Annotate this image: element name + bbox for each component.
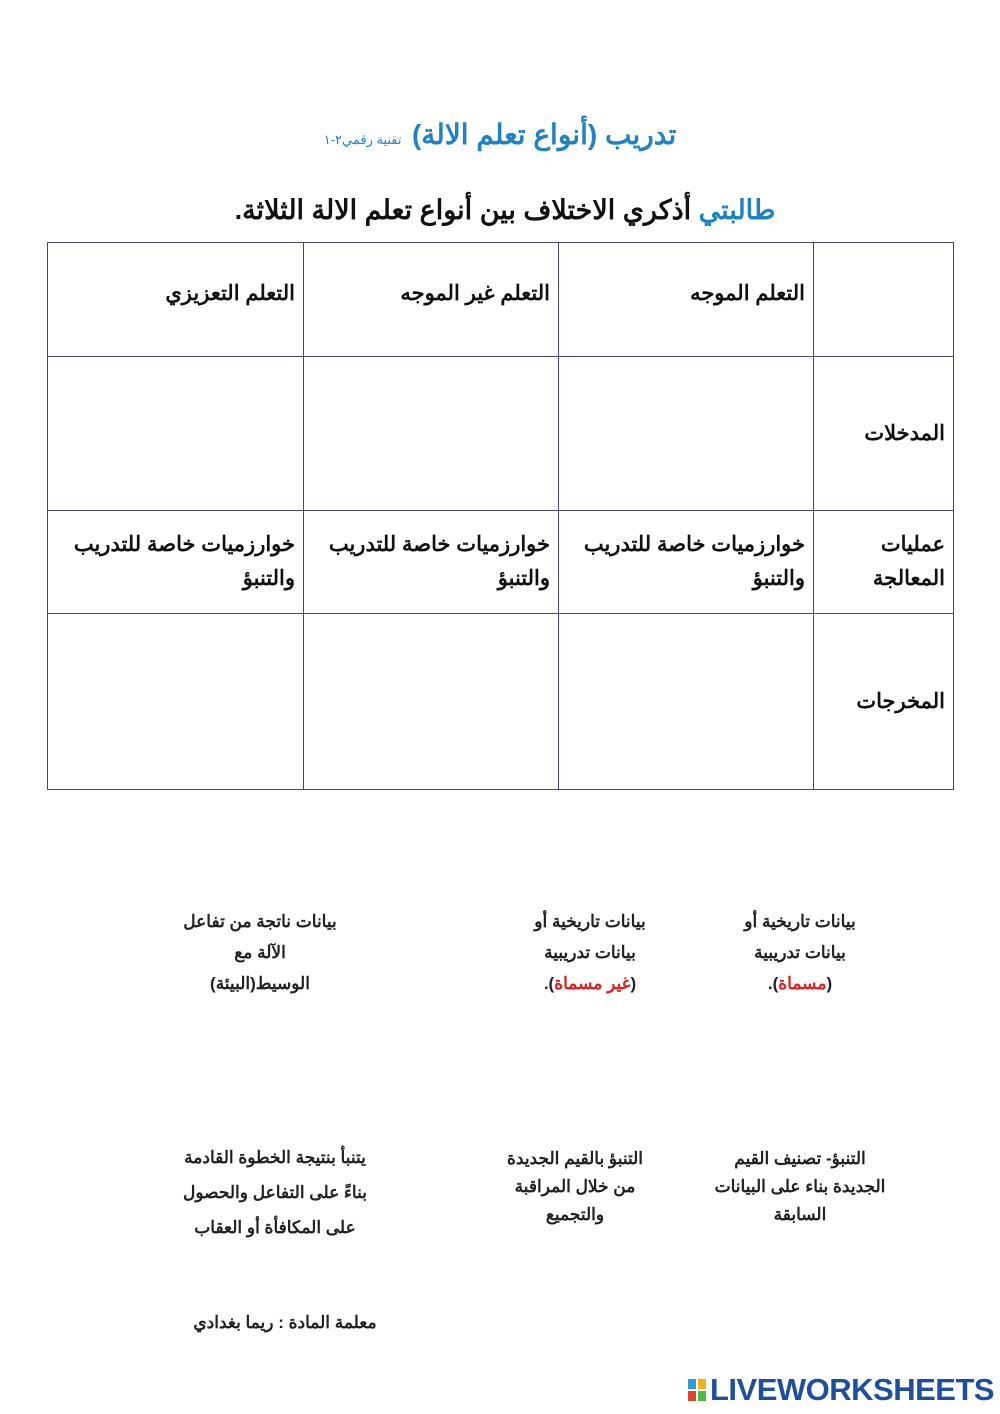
card-line: من خلال المراقبة <box>514 1177 636 1196</box>
table-row <box>48 357 954 511</box>
header-unsupervised: التعلم غير الموجه <box>304 243 559 357</box>
answer-card-unlabeled-data[interactable] <box>480 906 700 999</box>
card-line: الجديدة بناء على البيانات <box>714 1177 886 1196</box>
row-label-outputs: المخرجات <box>814 614 954 790</box>
table-row <box>48 614 954 790</box>
table-header-row <box>48 243 954 357</box>
teacher-name: معلمة المادة : ريما بغدادي <box>193 1313 377 1332</box>
instruction <box>0 195 1000 226</box>
card-line: الوسيط(البيئة) <box>210 974 310 993</box>
card-line: والتجميع <box>545 1205 605 1224</box>
card-line: بناءً على التفاعل والحصول <box>183 1183 367 1202</box>
logo-mark-icon <box>688 1379 706 1401</box>
table-row <box>48 511 954 614</box>
answer-card-labeled-data[interactable] <box>690 906 910 999</box>
logo-text: LIVEWORKSHEETS <box>710 1372 995 1407</box>
card-line: بيانات ناتجة من تفاعل <box>183 912 337 931</box>
header-supervised: التعلم الموجه <box>559 243 814 357</box>
title-text: تدريب (أنواع تعلم الالة) <box>411 119 677 150</box>
card-line: بيانات تاريخية أو <box>534 912 646 931</box>
drop-cell-inputs-supervised[interactable] <box>559 357 814 511</box>
answer-card-classification-output[interactable] <box>680 1145 920 1229</box>
comparison-table <box>47 242 954 790</box>
card-line: الآلة مع <box>234 943 286 962</box>
worksheet-title <box>0 118 1000 151</box>
row-label-inputs: المدخلات <box>814 357 954 511</box>
row-label-processing: عمليات المعالجة <box>814 511 954 614</box>
card-line: بيانات تدريبية <box>544 943 636 962</box>
drop-cell-inputs-reinforcement[interactable] <box>48 357 304 511</box>
card-line: يتنبأ بنتيجة الخطوة القادمة <box>184 1148 366 1167</box>
liveworksheets-logo <box>688 1372 994 1408</box>
card-line: التنبؤ- تصنيف القيم <box>734 1149 866 1168</box>
instruction-accent: طالبتي <box>698 195 776 225</box>
drop-cell-outputs-supervised[interactable] <box>559 614 814 790</box>
answer-card-environment-data[interactable] <box>140 906 380 999</box>
title-subtitle: تقنية رقمي٢-١ <box>323 132 402 147</box>
drop-cell-inputs-unsupervised[interactable] <box>304 357 559 511</box>
answer-card-clustering-output[interactable] <box>460 1145 690 1229</box>
card-line: بيانات تاريخية أو <box>744 912 856 931</box>
card-line: بيانات تدريبية <box>754 943 846 962</box>
card-line-highlight: (مسماة). <box>767 974 833 993</box>
answer-card-reinforcement-output[interactable] <box>140 1140 410 1245</box>
header-corner <box>814 243 954 357</box>
cell-processing-reinforcement: خوارزميات خاصة للتدريب والتنبؤ <box>48 511 304 614</box>
drop-cell-outputs-unsupervised[interactable] <box>304 614 559 790</box>
card-line: التنبؤ بالقيم الجديدة <box>506 1149 644 1168</box>
cell-processing-unsupervised: خوارزميات خاصة للتدريب والتنبؤ <box>304 511 559 614</box>
instruction-text: أذكري الاختلاف بين أنواع تعلم الالة الثلاثة. <box>234 195 699 225</box>
card-line: السابقة <box>773 1205 827 1224</box>
card-line: على المكافأة أو العقاب <box>194 1218 356 1237</box>
drop-cell-outputs-reinforcement[interactable] <box>48 614 304 790</box>
card-line-highlight: (غير مسماة). <box>543 974 637 993</box>
cell-processing-supervised: خوارزميات خاصة للتدريب والتنبؤ <box>559 511 814 614</box>
header-reinforcement: التعلم التعزيزي <box>48 243 304 357</box>
